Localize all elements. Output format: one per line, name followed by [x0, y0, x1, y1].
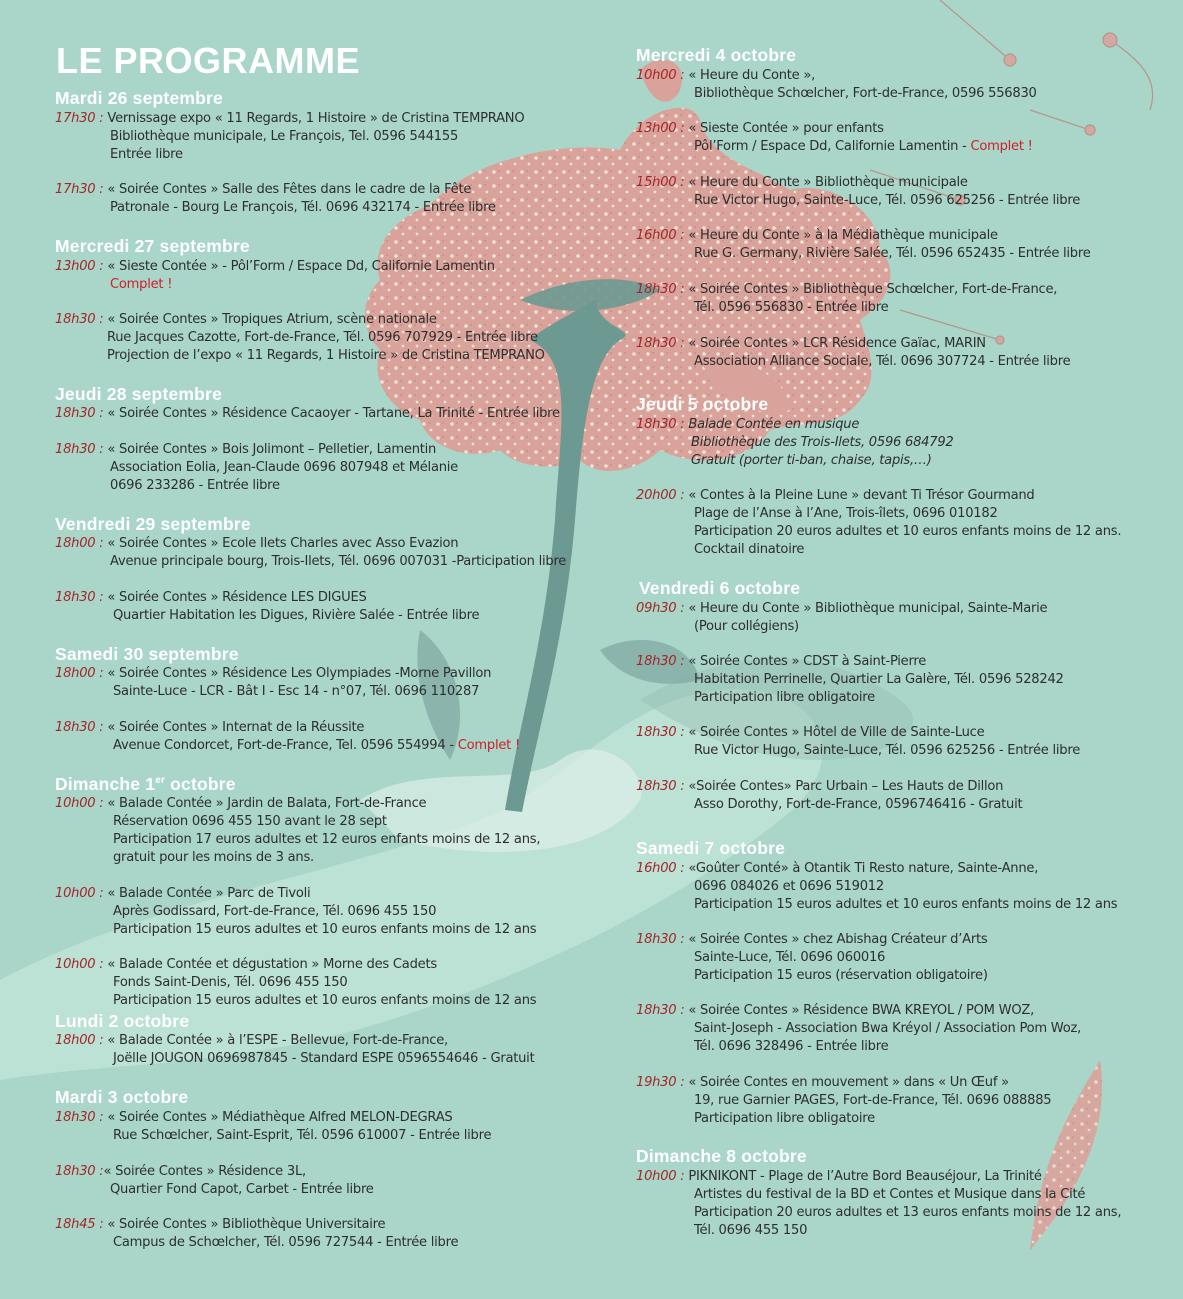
- event-time: 17h30 :: [55, 182, 104, 197]
- event: 18h30 : « Soirée Contes » Bois Jolimont – Pelletier, Lamentin Association Eolia, Jean-Claude 0696 807948 et Mélanie 0696 233286 - Entrée libre: [55, 442, 458, 493]
- day-heading: Mercredi 4 octobre: [636, 45, 797, 65]
- event-time: 10h00 :: [55, 957, 104, 972]
- day-heading: Jeudi 5 octobre: [636, 394, 769, 414]
- event-time: 10h00 :: [55, 796, 104, 811]
- event: 18h30 :« Soirée Contes » Résidence 3L, Quartier Fond Capot, Carbet - Entrée libre: [55, 1164, 374, 1197]
- event-time: 18h30 :: [55, 1164, 104, 1179]
- day-heading: Dimanche 8 octobre: [636, 1146, 807, 1166]
- event-time: 18h30 :: [636, 417, 685, 432]
- event: 18h30 : Balade Contée en musique Bibliothèque des Trois-Ilets, 0596 684792 Gratuit (porter ti-ban, chaise, tapis,…): [636, 417, 954, 468]
- event: 10h00 : « Balade Contée » Parc de Tivoli Après Godissard, Fort-de-France, Tél. 0696 455 150 Participation 15 euros adultes et 10 euros enfants moins de 12 ans: [55, 886, 537, 937]
- complet-label: Complet !: [970, 139, 1033, 154]
- event: 18h30 : « Soirée Contes » Internat de la Réussite Avenue Condorcet, Fort-de-France, Tel. 0596 554994 - Complet !: [55, 720, 520, 753]
- event: 10h00 : PIKNIKONT - Plage de l’Autre Bord Beauséjour, La Trinité Artistes du festival de la BD et Contes et Musique dans la Cité Participation 20 euros adultes et 13 euros enfants moins de 12 ans, Tél. 0696 455 150: [636, 1169, 1122, 1238]
- event: 09h30 : « Heure du Conte » Bibliothèque municipal, Sainte-Marie (Pour collégiens): [636, 601, 1048, 634]
- event-time: 13h00 :: [55, 259, 104, 274]
- event-time: 09h30 :: [636, 601, 685, 616]
- event-time: 18h30 :: [636, 1003, 685, 1018]
- complet-label: Complet !: [457, 738, 520, 753]
- day-heading: Mardi 3 octobre: [55, 1087, 189, 1107]
- event: 18h30 : « Soirée Contes » Résidence BWA KREYOL / POM WOZ, Saint-Joseph - Association Bwa Kréyol / Association Pom Woz, Tél. 0696 328496 - Entrée libre: [636, 1003, 1082, 1054]
- event-time: 18h00 :: [55, 1033, 104, 1048]
- event-time: 18h30 :: [55, 406, 104, 421]
- page-title: LE PROGRAMME: [56, 40, 361, 81]
- event: 20h00 : « Contes à la Pleine Lune » devant Ti Trésor Gourmand Plage de l’Anse à l’Ane, Trois-îlets, 0696 010182 Participation 20 euros adultes et 10 euros enfants moins de 12 ans. Cocktail dinatoire: [636, 488, 1122, 557]
- event-time: 18h30 :: [636, 654, 685, 669]
- event: 18h30 : « Soirée Contes » Résidence LES DIGUES Quartier Habitation les Digues, Rivière Salée - Entrée libre: [55, 590, 480, 623]
- day-heading: Jeudi 28 septembre: [55, 384, 223, 404]
- event: 13h00 : « Sieste Contée » - Pôl’Form / Espace Dd, Californie Lamentin Complet !: [55, 259, 495, 292]
- event-time: 18h30 :: [55, 590, 104, 605]
- event-time: 10h00 :: [636, 1169, 685, 1184]
- event-time: 18h30 :: [636, 282, 685, 297]
- event: 18h30 : « Soirée Contes » Hôtel de Ville de Sainte-Luce Rue Victor Hugo, Sainte-Luce, Tél. 0596 625256 - Entrée libre: [636, 725, 1081, 758]
- event-time: 18h30 :: [55, 312, 104, 327]
- event: 18h30 : « Soirée Contes » Bibliothèque Schœlcher, Fort-de-France, Tél. 0596 556830 - Entrée libre: [636, 282, 1058, 315]
- event: 15h00 : « Heure du Conte » Bibliothèque municipale Rue Victor Hugo, Sainte-Luce, Tél. 0596 625256 - Entrée libre: [636, 175, 1081, 208]
- event: 18h00 : « Soirée Contes » Résidence Les Olympiades -Morne Pavillon Sainte-Luce - LCR - Bât I - Esc 14 - n°07, Tél. 0696 110287: [55, 666, 492, 699]
- event: 10h00 : « Balade Contée » Jardin de Balata, Fort-de-France Réservation 0696 455 150 avant le 28 sept Participation 17 euros adultes et 12 euros enfants moins de 12 ans, gratuit pour les moins de 3 ans.: [55, 796, 541, 865]
- event-time: 18h30 :: [55, 1110, 104, 1125]
- event: 16h00 : «Goûter Conté» à Otantik Ti Resto nature, Sainte-Anne, 0696 084026 et 0696 519012 Participation 15 euros adultes et 10 euros enfants moins de 12 ans: [636, 861, 1118, 912]
- day-heading: Dimanche 1er octobre: [55, 774, 236, 794]
- event-time: 19h30 :: [636, 1075, 685, 1090]
- event-time: 15h00 :: [636, 175, 685, 190]
- event: 18h30 : « Soirée Contes » Résidence Cacaoyer - Tartane, La Trinité - Entrée libre: [55, 406, 560, 421]
- day-heading: Samedi 7 octobre: [636, 838, 786, 858]
- event-time: 18h45 :: [55, 1217, 104, 1232]
- event: 18h00 : « Balade Contée » à l’ESPE - Bellevue, Fort-de-France, Joëlle JOUGON 0696987845 - Standard ESPE 0596554646 - Gratuit: [55, 1033, 535, 1066]
- event: 18h30 : « Soirée Contes » chez Abishag Créateur d’Arts Sainte-Luce, Tél. 0696 060016 Participation 15 euros (réservation obligatoire): [636, 932, 988, 983]
- event-time: 18h30 :: [55, 442, 104, 457]
- event-time: 16h00 :: [636, 228, 685, 243]
- event: 18h45 : « Soirée Contes » Bibliothèque Universitaire Campus de Schœlcher, Tél. 0596 727544 - Entrée libre: [55, 1217, 459, 1250]
- event-time: 18h00 :: [55, 666, 104, 681]
- event-time: 18h30 :: [636, 725, 685, 740]
- event-time: 18h00 :: [55, 536, 104, 551]
- day-heading: Mardi 26 septembre: [55, 88, 223, 108]
- event-time: 18h30 :: [636, 932, 685, 947]
- event-time: 10h00 :: [636, 68, 685, 83]
- event: 18h30 : « Soirée Contes » Médiathèque Alfred MELON-DEGRAS Rue Schœlcher, Saint-Esprit, Tél. 0596 610007 - Entrée libre: [55, 1110, 492, 1143]
- event-time: 18h30 :: [636, 336, 685, 351]
- event-time: 16h00 :: [636, 861, 685, 876]
- day-heading: Lundi 2 octobre: [55, 1011, 190, 1031]
- event: 19h30 : « Soirée Contes en mouvement » dans « Un Œuf » 19, rue Garnier PAGES, Fort-de-France, Tél. 0696 088885 Participation libre obligatoire: [636, 1075, 1052, 1126]
- event: 18h30 : « Soirée Contes » CDST à Saint-Pierre Habitation Perrinelle, Quartier La Galère, Tél. 0596 528242 Participation libre obligatoire: [636, 654, 1064, 705]
- event: 17h30 : « Soirée Contes » Salle des Fêtes dans le cadre de la Fête Patronale - Bourg Le François, Tél. 0696 432174 - Entrée libre: [55, 182, 496, 215]
- event-time: 18h30 :: [636, 779, 685, 794]
- event-time: 18h30 :: [55, 720, 104, 735]
- day-heading: Mercredi 27 septembre: [55, 236, 250, 256]
- event-time: 13h00 :: [636, 121, 685, 136]
- complet-label: Complet !: [110, 277, 173, 292]
- day-heading: Vendredi 6 octobre: [639, 578, 801, 598]
- event: 10h00 : « Balade Contée et dégustation » Morne des Cadets Fonds Saint-Denis, Tél. 0696 455 150 Participation 15 euros adultes et 10 euros enfants moins de 12 ans: [55, 957, 537, 1008]
- event-time: 10h00 :: [55, 886, 104, 901]
- event: 17h30 : Vernissage expo « 11 Regards, 1 Histoire » de Cristina TEMPRANO Bibliothèque municipale, Le François, Tel. 0596 544155 Entrée libre: [55, 111, 525, 162]
- event-time: 17h30 :: [55, 111, 104, 126]
- day-heading: Vendredi 29 septembre: [55, 514, 251, 534]
- event: 13h00 : « Sieste Contée » pour enfants Pôl’Form / Espace Dd, Californie Lamentin - Complet !: [636, 121, 1033, 154]
- event: 16h00 : « Heure du Conte » à la Médiathèque municipale Rue G. Germany, Rivière Salée, Tél. 0596 652435 - Entrée libre: [636, 228, 1091, 261]
- event: 18h30 : «Soirée Contes» Parc Urbain – Les Hauts de Dillon Asso Dorothy, Fort-de-France, 0596746416 - Gratuit: [636, 779, 1023, 812]
- event-time: 20h00 :: [636, 488, 685, 503]
- event: 18h30 : « Soirée Contes » Tropiques Atrium, scène nationale Rue Jacques Cazotte, Fort-de-France, Tél. 0596 707929 - Entrée libre Projection de l’expo « 11 Regards, 1 Histoire » de Cristina TEMPRANO: [55, 312, 545, 363]
- event: 18h30 : « Soirée Contes » LCR Résidence Gaïac, MARIN Association Alliance Sociale, Tél. 0696 307724 - Entrée libre: [636, 336, 1071, 369]
- event: 18h00 : « Soirée Contes » Ecole Ilets Charles avec Asso Evazion Avenue principale bourg, Trois-Ilets, Tél. 0696 007031 -Participation libre: [55, 536, 567, 569]
- day-heading: Samedi 30 septembre: [55, 644, 239, 664]
- event: 10h00 : « Heure du Conte », Bibliothèque Schœlcher, Fort-de-France, 0596 556830: [636, 68, 1037, 101]
